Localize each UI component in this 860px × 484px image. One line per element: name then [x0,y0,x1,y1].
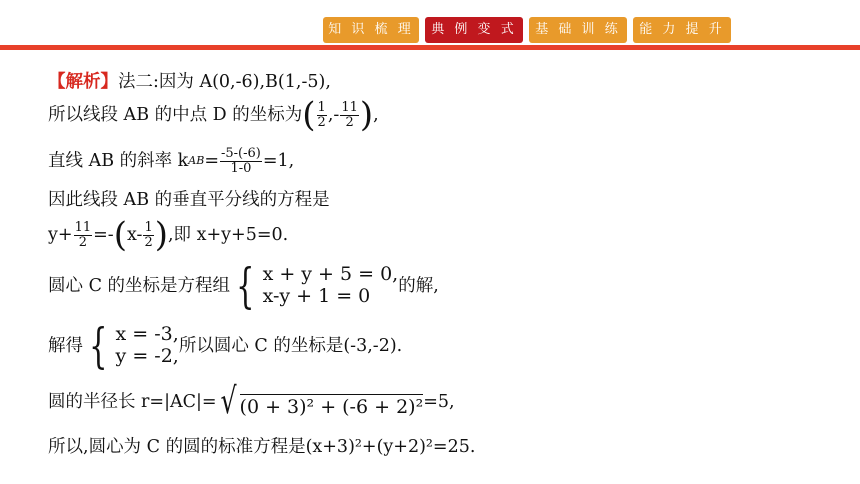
tab-typical-examples[interactable]: 典 例 变 式 [425,17,523,43]
line-2-separator: ,- [327,105,340,126]
solution-y: y = -2, [115,344,179,367]
left-brace: { [236,257,255,314]
solution-line-4 [48,190,330,210]
fraction-denominator: 2 [144,234,153,250]
solution-line-1 [48,72,331,92]
fraction-numerator: 1 [317,100,326,116]
fraction [317,101,327,129]
line-7-text: 解得 [48,335,83,356]
fraction-numerator: 1 [144,220,153,236]
fraction [143,221,153,249]
solution-system [116,324,179,368]
solution-line-3 [48,147,294,175]
equation-1: x + y + 5 = 0, [262,263,399,285]
line-2-text: 所以线段 AB 的中点 D 的坐标为 [48,105,303,126]
equation-2: x-y + 1 = 0 [262,284,371,307]
fraction [74,221,93,249]
fraction-denominator: 2 [317,114,326,130]
line-4-text: 因此线段 AB 的垂直平分线的方程是 [48,190,330,210]
solution-x: x = -3, [115,323,179,345]
line-6-text: 圆心 C 的坐标是方程组 [48,275,231,296]
fraction [340,101,359,129]
line-5-end: ,即 x+y+5=0. [167,225,289,246]
square-root [217,381,424,422]
top-bar [0,0,860,56]
left-brace: { [89,317,108,374]
fraction-numerator: -5-(-6) [221,146,261,161]
left-paren: ( [113,215,127,255]
slope-subscript: AB [188,153,205,167]
line-9-text: 所以,圆心为 C 的圆的标准方程是(x+3)²+(y+2)²=25. [48,437,476,457]
equals-sign: = [204,151,219,172]
line-5-text: y+ [48,225,73,246]
left-paren: ( [302,95,316,135]
tab-ability-improvement[interactable]: 能 力 提 升 [633,17,731,43]
line-7-end: 所以圆心 C 的坐标是(-3,-2). [178,335,403,356]
right-paren: ) [359,95,374,135]
fraction-denominator: 2 [78,234,87,250]
radical-sign: √ [220,381,237,422]
line-3-text: 直线 AB 的斜率 k [48,151,189,172]
analysis-tag: 【解析】 [48,72,118,92]
solution-line-6 [48,257,439,314]
line-2-end: , [373,105,379,126]
line-5-inner: x- [126,225,143,246]
tab-knowledge-review[interactable]: 知 识 梳 理 [323,17,419,43]
line-8-end: =5, [423,392,455,413]
header-divider [0,45,860,50]
solution-line-7 [48,317,403,374]
line-3-end: =1, [262,151,295,172]
solution-line-9 [48,437,475,457]
right-paren: ) [154,215,168,255]
solution-line-5 [48,215,289,255]
solution-line-2 [48,95,379,135]
equation-system [263,264,399,308]
fraction [220,147,262,175]
nav-tabs [323,17,737,43]
line-8-text: 圆的半径长 r=|AC|= [48,392,217,413]
fraction-numerator: 11 [341,100,358,116]
radicand: (0 + 3)² + (-6 + 2)² [239,395,424,418]
fraction-denominator: 2 [345,114,354,130]
line-1-text: 法二:因为 A(0,-6),B(1,-5), [118,72,331,92]
fraction-denominator: 1-0 [230,160,252,176]
fraction-numerator: 11 [74,220,92,236]
line-5-equals: =- [93,225,114,246]
tab-basic-training[interactable]: 基 础 训 练 [529,17,627,43]
solution-line-8 [48,381,455,422]
line-6-end: 的解, [398,275,439,296]
